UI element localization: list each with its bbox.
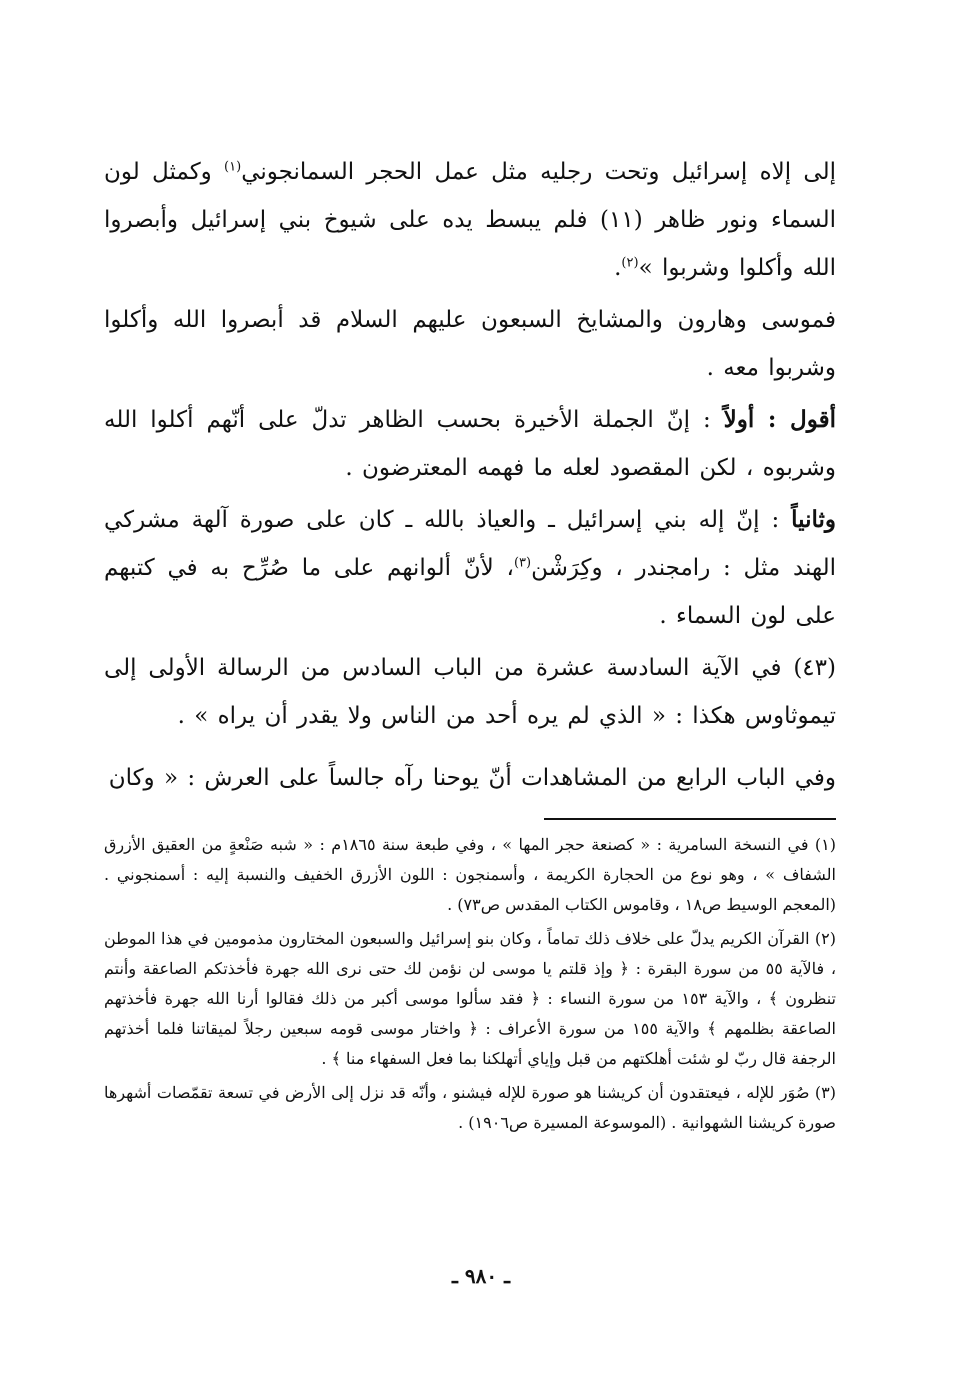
page-body [104, 148, 836, 1138]
footnote-3: (٣) صُوَر للإله ، فيعتقدون أن كريشنا هو صورة للإله فيشنو ، وأنّه قد نزل إلى الأرض في تسعة تقمّصات أشهرها صورة كريشنا الشهوانية . (الموسوعة المسيرة ص١٩٠٦) . [104, 1083, 837, 1132]
paragraph-4-lead: وثانياً [791, 506, 836, 533]
footnote-ref-1: (١) [224, 159, 242, 175]
paragraph-1-text-c: . [614, 255, 622, 281]
footnote-ref-2: (٢) [621, 255, 639, 271]
footnotes [104, 830, 836, 1138]
footnote-separator [544, 818, 836, 820]
main-text [104, 148, 836, 802]
paragraph-3-lead: أقول : أولاً [723, 406, 836, 433]
paragraph-1-text-b: وكمثل لون السماء ونور ظاهر (١١) فلم يبسط يده على شيوخ بني إسرائيل وأبصروا الله وأكلوا وشربوا » [104, 159, 837, 281]
paragraph-4-text-a: : إنّ إله بني إسرائيل ـ والعياذ بالله ـ كان على صورة آلهة مشركي الهند مثل : رامجندر ، وكِرَشْن [104, 507, 836, 581]
paragraph-3-text: : إنّ الجملة الأخيرة بحسب الظاهر تدلّ على أنّهم أكلوا الله وشربوه ، لكن المقصود لعله ما فهمه المعترضون . [104, 407, 836, 481]
paragraph-4-text-b: ، لأنّ ألوانهم على ما صُرِّح به في كتبهم على لون السماء . [104, 555, 836, 629]
paragraph-6: وفي الباب الرابع من المشاهدات أنّ يوحنا رآه جالساً على العرش : « وكان [108, 765, 836, 791]
paragraph-2: فموسى وهارون والمشايخ السبعون عليهم السلام قد أبصروا الله وأكلوا وشربوا معه . [104, 307, 836, 381]
paragraph-5: (٤٣) في الآية السادسة عشرة من الباب السادس من الرسالة الأولى إلى تيموثاوس هكذا : « الذي لم يره أحد من الناس ولا يقدر أن يراه » . [104, 655, 836, 729]
paragraph-1 [104, 148, 836, 292]
paragraph-3 [104, 396, 836, 492]
footnote-1: (١) في النسخة السامرية : « كصنعة حجر المها » ، وفي طبعة سنة ١٨٦٥م : « شبه صَنْعةٍ من العقيق الأزرق الشفاف » ، وهو نوع من الحجارة الكريمة ، وأسمنجون : اللون الأزرق الخفيف والنسبة إليه : أسمنجوني .(المعجم الوسيط ص١٨ ، وقاموس الكتاب المقدس ص٧٣) . [104, 835, 837, 914]
paragraph-4 [104, 496, 836, 640]
footnote-ref-3: (٣) [513, 555, 532, 571]
page-number: ـ ٩٨٠ ـ [452, 1264, 510, 1288]
paragraph-1-text-a: إلى إلاه إسرائيل وتحت رجليه مثل عمل الحجر السمانجوني [241, 159, 836, 185]
footnote-2: (٢) القرآن الكريم يدلّ على خلاف ذلك تماماً ، وكان بنو إسرائيل والسبعون المختارون مذمومين في هذا الموطن ، فالآية ٥٥ من سورة البقرة : ﴿ وإذ قلتم يا موسى لن نؤمن لك حتى نرى الله جهرة فأخذتكم الصاعقة وأنتم تنظرون ﴾ ، والآية ١٥٣ من سورة النساء : ﴿ فقد سألوا موسى أكبر من ذلك فقالوا أرنا الله جهرة فأخذتهم الصاعقة بظلمهم ﴾ والآية ١٥٥ من سورة الأعراف : ﴿ واختار موسى قومه سبعين رجلاً لميقاتنا فلما أخذتهم الرجفة قال ربّ لو شئت أهلكتهم من قبل وإياي أتهلكنا بما فعل السفهاء منا ﴾ . [104, 929, 837, 1068]
